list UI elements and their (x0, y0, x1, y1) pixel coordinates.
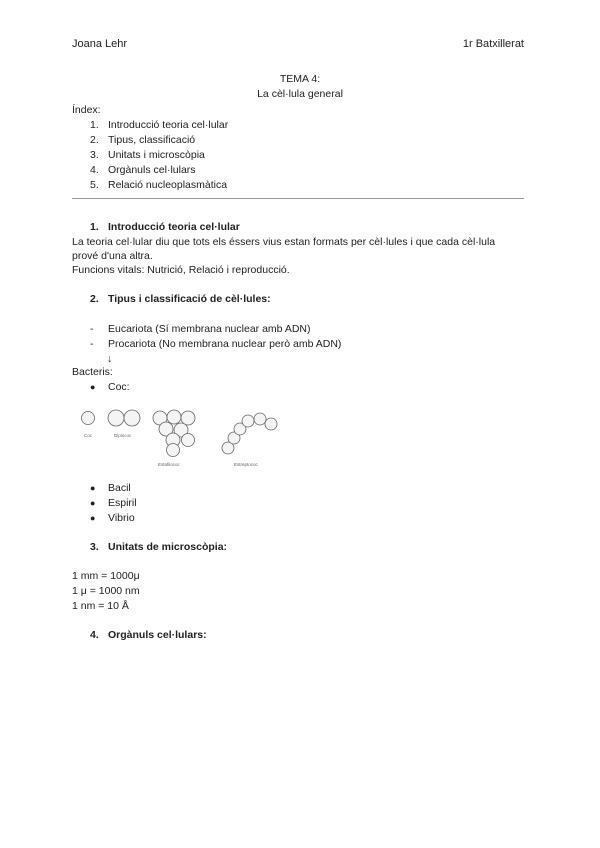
list-item: ● Bacil (90, 482, 131, 494)
vital-functions: Funcions vitals: Nutrició, Relació i reproducció. (72, 264, 290, 276)
streptococcus-cell (265, 418, 277, 430)
course-name: 1r Batxillerat (462, 38, 524, 50)
index-item: 4. Orgànuls cel·lulars (90, 164, 196, 176)
index-item: 1. Introducció teoria cel·lular (90, 119, 229, 131)
staphylococcus-cell (181, 411, 195, 425)
list-item: ● Espiril (90, 497, 137, 509)
figure-label: Estreptococ (234, 462, 258, 467)
index-item: 2. Tipus, classificació (90, 134, 196, 146)
down-arrow: ↓ (107, 353, 113, 365)
figure-label: Estafilococ (158, 462, 180, 467)
coccus-figure (74, 404, 284, 470)
author-name: Joana Lehr (72, 38, 128, 50)
section-heading: 4. Orgànuls cel·lulars: (90, 629, 207, 641)
list-item: ● Coc: (90, 381, 130, 393)
section-heading: 2. Tipus i classificació de cèl·lules: (90, 293, 271, 305)
diplococcus-cell (108, 410, 124, 426)
staphylococcus-cell (167, 444, 180, 457)
list-item: - Eucariota (Sí membrana nuclear amb ADN) (90, 323, 311, 335)
streptococcus-cell (242, 415, 254, 427)
staphylococcus-cell (182, 434, 195, 447)
divider (72, 198, 524, 199)
staphylococcus-cell (167, 410, 181, 424)
section-heading: 1. Introducció teoria cel·lular (90, 221, 240, 233)
list-item: ● Vibrio (90, 512, 135, 524)
paragraph-line: La teoria cel·lular diu que tots els éssers vius estan formats per cèl·lules i que cada cèl·lula (72, 236, 496, 248)
figure-label: Coc (84, 433, 93, 438)
paragraph-line: prové d'una altra. (72, 250, 153, 262)
unit-line: 1 μ = 1000 nm (72, 585, 140, 597)
streptococcus-cell (254, 413, 266, 425)
unit-line: 1 mm = 1000μ (72, 570, 140, 582)
index-label: Índex: (72, 104, 101, 116)
section-heading: 3. Unitats de microscòpia: (90, 541, 228, 553)
topic-title: La cèl·lula general (257, 88, 343, 100)
diplococcus-cell (124, 410, 140, 426)
unit-line: 1 nm = 10 Å (72, 600, 129, 612)
figure-label: Diplococ (114, 433, 132, 438)
index-item: 3. Unitats i microscòpia (90, 149, 205, 161)
coccus-cell (82, 412, 95, 425)
topic-number: TEMA 4: (279, 73, 321, 85)
list-item: - Procariota (No membrana nuclear però amb ADN) (90, 338, 342, 350)
bacteria-label: Bacteris: (72, 366, 113, 378)
index-item: 5. Relació nucleoplasmàtica (90, 179, 228, 191)
